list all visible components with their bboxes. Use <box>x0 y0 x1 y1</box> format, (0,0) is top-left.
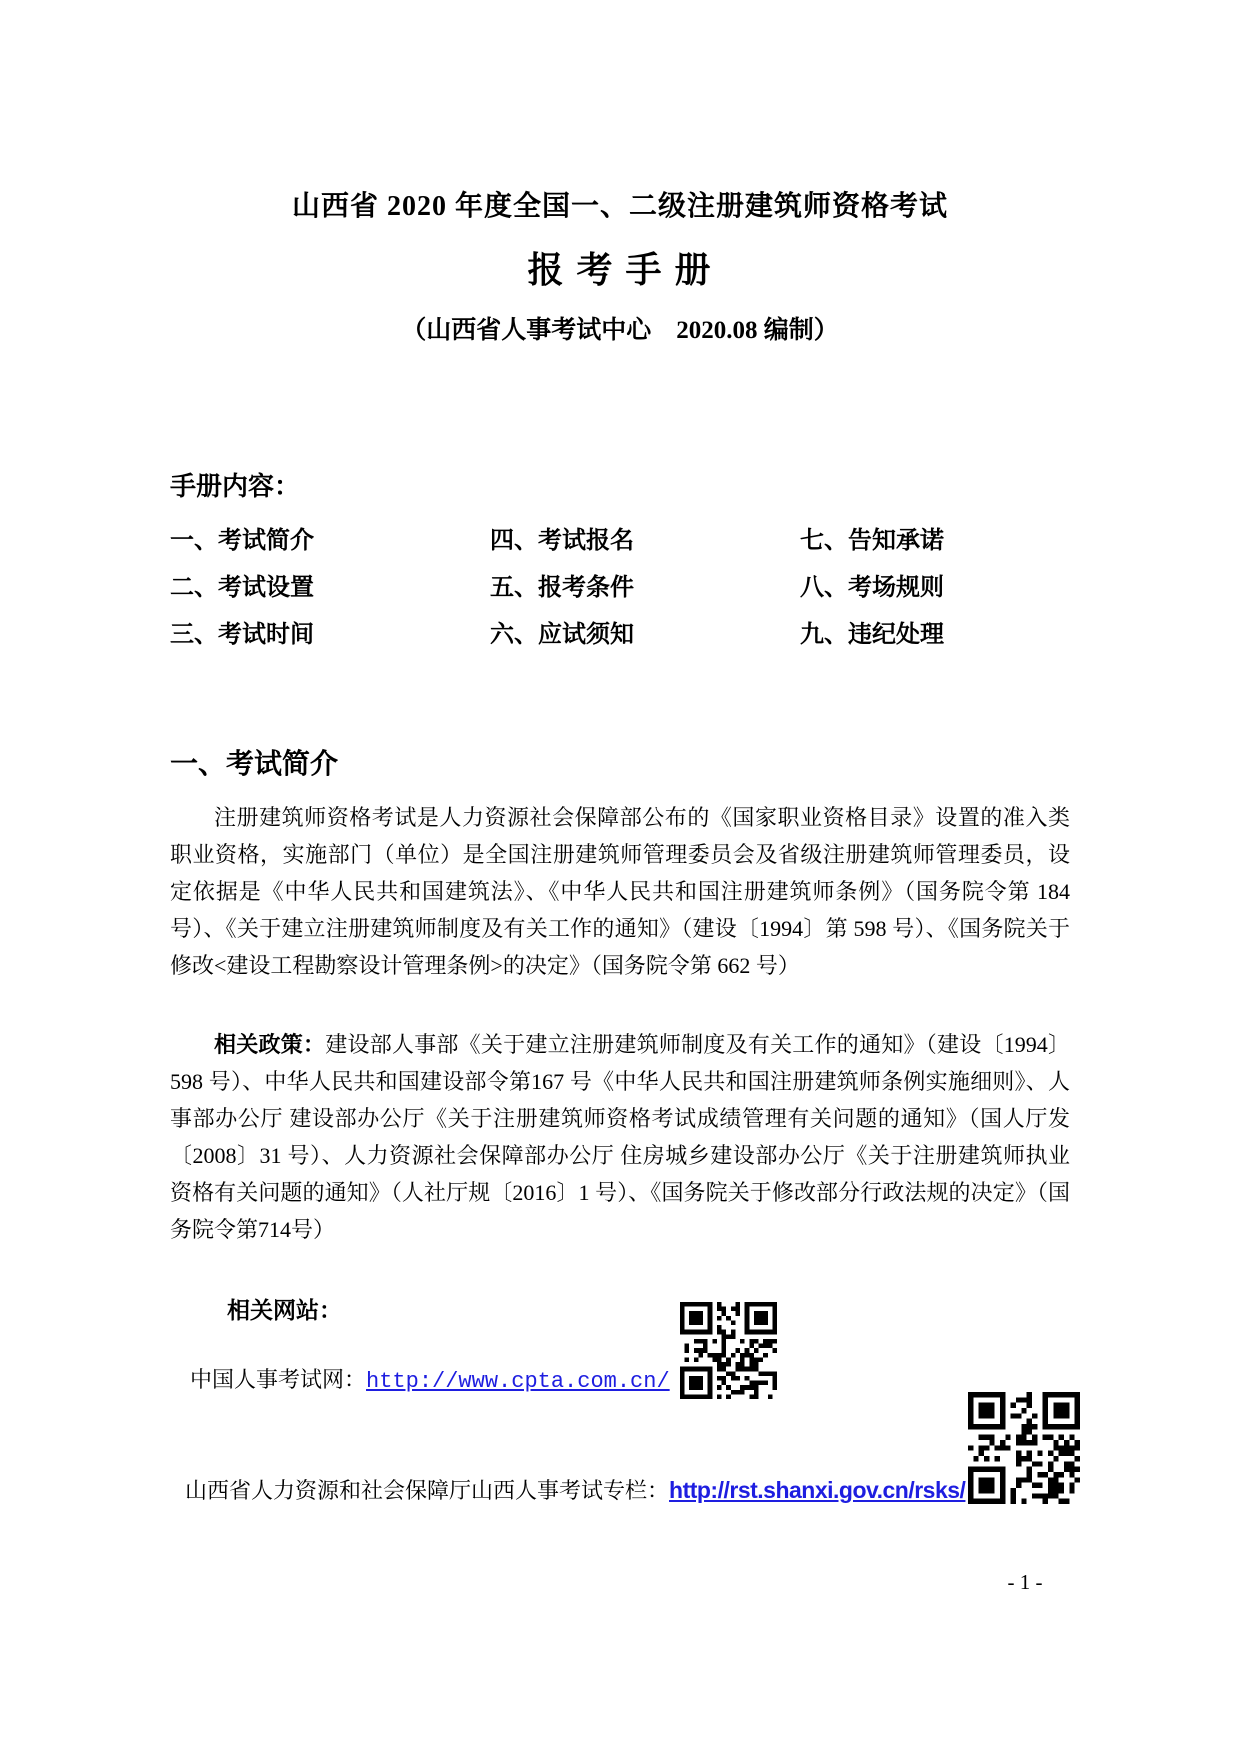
toc-item-2: 二、考试设置 <box>170 574 314 601</box>
toc-item-6: 六、应试须知 <box>490 621 634 648</box>
toc-item-1: 一、考试简介 <box>170 527 314 554</box>
toc-item-4: 四、考试报名 <box>490 527 634 554</box>
website-shanxi-label: 山西省人力资源和社会保障厅山西人事考试专栏： <box>185 1478 670 1503</box>
qr-code-cpta <box>680 1302 777 1399</box>
document-title-main: 报 考 手 册 <box>527 250 713 290</box>
toc-item-8: 八、考场规则 <box>800 574 944 601</box>
related-policy-text: 建设部人事部《关于建立注册建筑师制度及有关工作的通知》（建设〔1994〕598 号）、中华人民共和国建设部令第167 号《中华人民共和国注册建筑师条例实施细则》、人事部办公厅 建设部办公厅《关于注册建筑师资格考试成绩管理有关问题的通知》（国人厅发〔2008〕31 号）、人力资源社会保障部办公厅 住房城乡建设部办公厅《关于注册建筑师执业资格有关问题的通知》（人社厅规〔2016〕1 号）、《国务院关于修改部分行政法规的决定》（国务院令第714号） <box>170 1032 1070 1242</box>
website-shanxi-link[interactable]: http://rst.shanxi.gov.cn/rsks/ <box>669 1477 966 1503</box>
section-heading-exam-intro: 一、考试简介 <box>170 748 339 779</box>
toc-item-3: 三、考试时间 <box>170 621 314 648</box>
toc-item-9: 九、违纪处理 <box>800 621 944 648</box>
related-policy-label: 相关政策： <box>214 1032 326 1057</box>
document-title-line1: 山西省 2020 年度全国一、二级注册建筑师资格考试 <box>291 191 948 222</box>
toc-heading: 手册内容： <box>170 471 301 501</box>
related-websites-label: 相关网站： <box>227 1297 342 1323</box>
website-cpta-link[interactable]: http://www.cpta.com.cn/ <box>366 1369 670 1394</box>
website-row-cpta <box>190 1363 670 1394</box>
toc-item-5: 五、报考条件 <box>490 574 634 601</box>
toc-item-7: 七、告知承诺 <box>800 527 944 554</box>
related-policy-paragraph <box>170 1026 1070 1248</box>
website-cpta-label: 中国人事考试网： <box>190 1367 367 1392</box>
toc-grid <box>170 527 1090 649</box>
exam-intro-paragraph: 注册建筑师资格考试是人力资源社会保障部公布的《国家职业资格目录》设置的准入类职业资格，实施部门（单位）是全国注册建筑师管理委员会及省级注册建筑师管理委员，设定依据是《中华人民共和国建筑法》、《中华人民共和国注册建筑师条例》（国务院令第 184 号）、《关于建立注册建筑师制度及有关工作的通知》（建设〔1994〕第 598 号）、《国务院关于修改<建设工程勘察设计管理条例>的决定》（国务院令第 662 号） <box>170 805 1070 978</box>
document-title-publisher: （山西省人事考试中心 2020.08 编制） <box>401 317 839 344</box>
page-number: - 1 - <box>1007 1570 1043 1594</box>
qr-code-shanxi-rsks <box>968 1392 1080 1504</box>
website-row-shanxi <box>185 1474 965 1505</box>
